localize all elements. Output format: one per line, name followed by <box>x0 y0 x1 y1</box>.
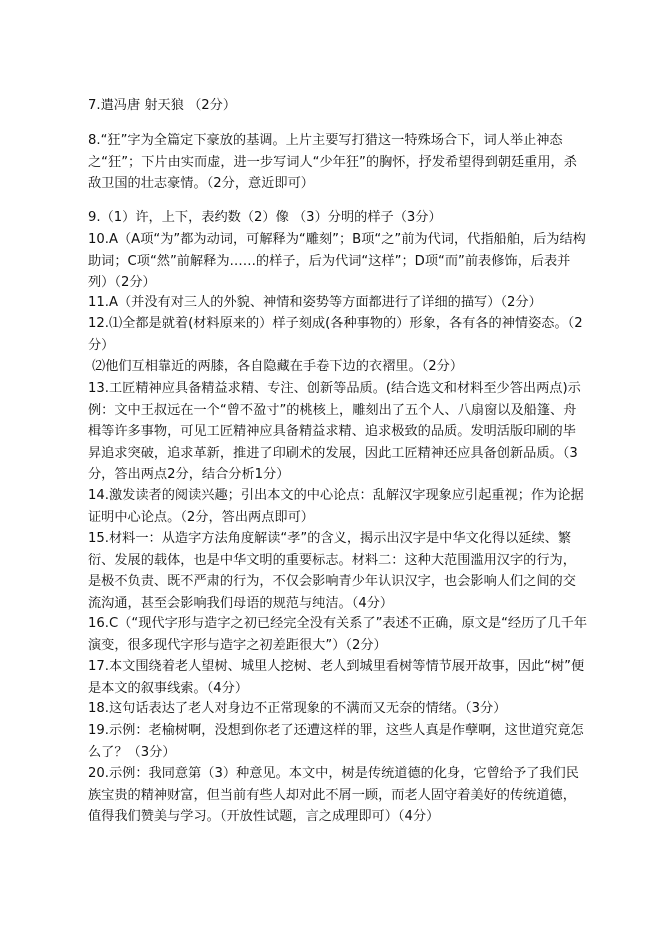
answer-7: 7.遣冯唐 射天狼 （2分） <box>88 98 237 113</box>
answer-12-2: ⑵他们互相靠近的两膝，各自隐藏在手卷下边的衣褶里。（2分） <box>92 359 464 374</box>
answer-16: 16.C（“现代字形与造字之初已经完全没有关系了”表述不正确，原文是“经历了几千年演变，很多现代字形与造字之初差距很大”）（2分） <box>88 616 588 653</box>
answer-10: 10.A（A项“为”都为动词，可解释为“雕刻”；B项“之”前为代词，代指船舶，后为结构助词；C项“然”前解释为……的样子，后为代词“这样”；D项“而”前表修饰，后表并列）（2分） <box>88 232 586 291</box>
answer-12-1: 12.⑴全都是就着(材料原来的）样子刻成(各种事物的）形象，各有各的神情姿态。（2分） <box>88 316 583 353</box>
answer-17: 17.本文围绕着老人望树、城里人挖树、老人到城里看树等情节展开故事，因此“树”便是本文的叙事线索。（4分） <box>88 659 585 696</box>
answer-9: 9.（1）许，上下，表约数（2）像 （3）分明的样子（3分） <box>88 210 442 225</box>
answer-11: 11.A（并没有对三人的外貌、神情和姿势等方面都进行了详细的描写）（2分） <box>88 295 542 310</box>
answer-15: 15.材料一：从造字方法角度解读“孝”的含义，揭示出汉字是中华文化得以延续、繁衍、发展的载体，也是中华文明的重要标志。材料二：这种大范围滥用汉字的行为，是极不负责、既不严肃的行为，不仅会影响青少年认识汉字，也会影响人们之间的交流沟通，甚至会影响我们母语的规范与纯洁。（4分） <box>88 531 576 611</box>
answer-20: 20.示例：我同意第（3）种意见。本文中，树是传统道德的化身，它曾给予了我们民族宝贵的精神财富，但当前有些人却对此不屑一顾，而老人固守着美好的传统道德，值得我们赞美与学习。（开放性试题，言之成理即可）（4分） <box>88 766 579 825</box>
answer-13: 13.工匠精神应具备精益求精、专注、创新等品质。(结合选文和材料至少答出两点)示例：文中王叔远在一个“曾不盈寸”的桃核上，雕刻出了五个人、八扇窗以及船篷、舟楫等许多事物，可见工匠精神应具备精益求精、追求极致的品质。发明活版印刷的毕昇追求突破，追求革新，推进了印刷术的发展，因此工匠精神还应具备创新品质。（3分，答出两点2分，结合分析1分） <box>88 381 581 483</box>
answer-8: 8.“狂”字为全篇定下豪放的基调。上片主要写打猎这一特殊场合下，词人举止神态之“狂”；下片由实而虚，进一步写词人“少年狂”的胸怀，抒发希望得到朝廷重用，杀敌卫国的壮志豪情。（2分，意近即可） <box>88 133 577 192</box>
answer-18: 18.这句话表达了老人对身边不正常现象的不满而又无奈的情绪。（3分） <box>88 701 507 716</box>
answer-19: 19.示例：老榆树啊，没想到你老了还遭这样的罪，这些人真是作孽啊，这世道究竟怎么了？（3分） <box>88 723 584 760</box>
answer-14: 14.激发读者的阅读兴趣；引出本文的中心论点：乱解汉字现象应引起重视；作为论据证明中心论点。（2分，答出两点即可） <box>88 488 584 525</box>
